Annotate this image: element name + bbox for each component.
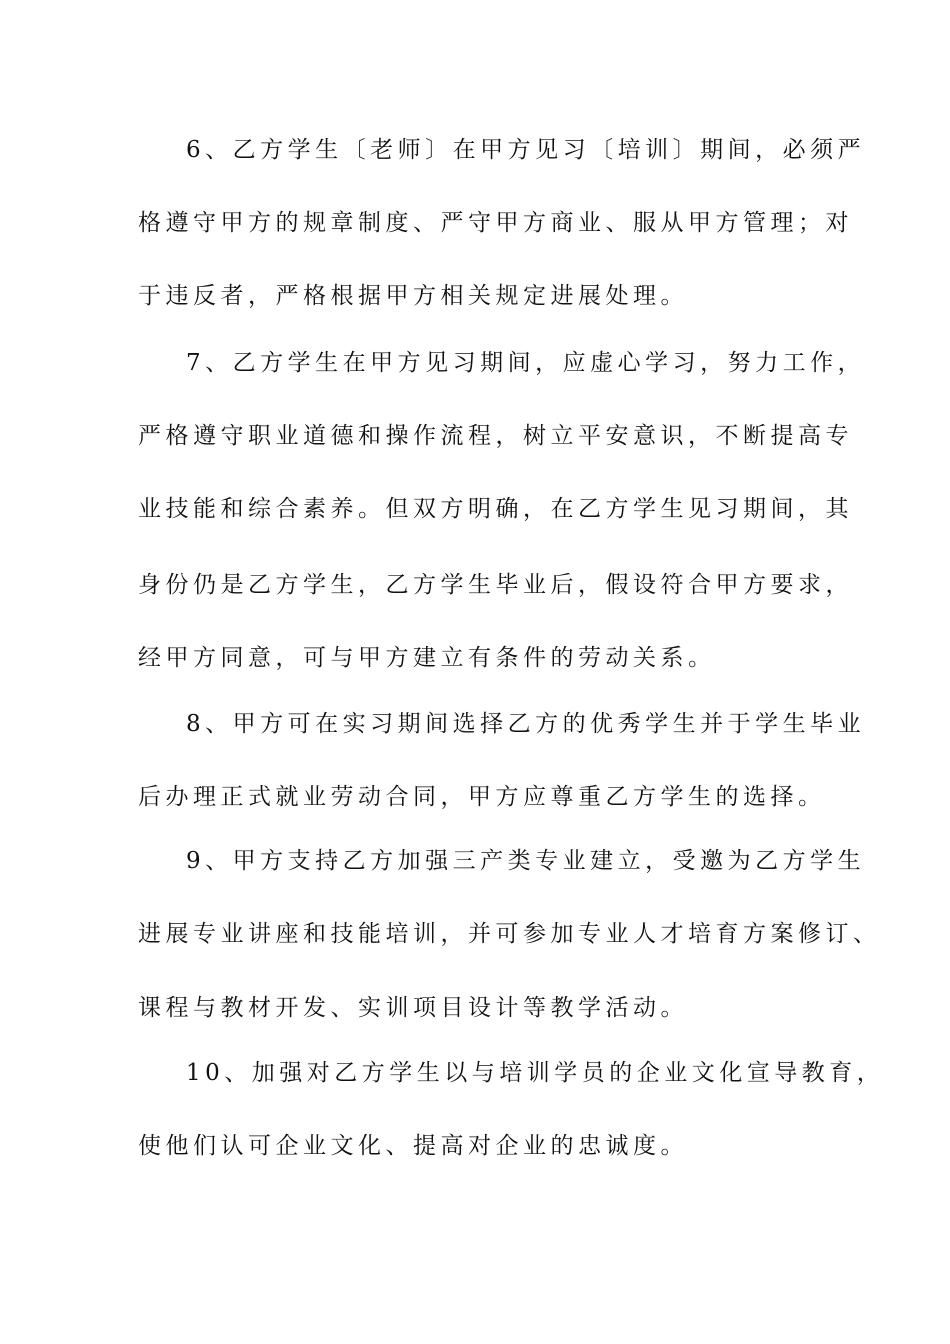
paragraph-10-line-2: 使他们认可企业文化、提高对企业的忠诚度。: [138, 1133, 688, 1159]
paragraph-6-line-1: 6、乙方学生〔老师〕在甲方见习〔培训〕期间，必须严: [186, 137, 866, 163]
paragraph-7-line-5: 经甲方同意，可与甲方建立有条件的劳动关系。: [138, 645, 716, 671]
paragraph-8-line-1: 8、甲方可在实习期间选择乙方的优秀学生并于学生毕业: [186, 711, 866, 737]
paragraph-7-line-1: 7、乙方学生在甲方见习期间，应虚心学习，努力工作，: [186, 350, 866, 376]
paragraph-6-line-2: 格遵守甲方的规章制度、严守甲方商业、服从甲方管理；对: [138, 210, 853, 236]
paragraph-7-line-3: 业技能和综合素养。但双方明确，在乙方学生见习期间，其: [138, 496, 853, 522]
paragraph-9-line-3: 课程与教材开发、实训项目设计等教学活动。: [138, 995, 688, 1021]
paragraph-9-line-2: 进展专业讲座和技能培训，并可参加专业人才培育方案修订、: [138, 921, 881, 947]
paragraph-10-line-1: 10、加强对乙方学生以与培训学员的企业文化宣导教育，: [186, 1060, 885, 1086]
paragraph-7-line-2: 严格遵守职业道德和操作流程，树立平安意识，不断提高专: [138, 423, 853, 449]
paragraph-9-line-1: 9、甲方支持乙方加强三产类专业建立，受邀为乙方学生: [186, 848, 866, 874]
paragraph-6-line-3: 于违反者，严格根据甲方相关规定进展处理。: [138, 283, 688, 309]
paragraph-8-line-2: 后办理正式就业劳动合同，甲方应尊重乙方学生的选择。: [138, 784, 826, 810]
paragraph-7-line-4: 身份仍是乙方学生，乙方学生毕业后，假设符合甲方要求，: [138, 572, 853, 598]
